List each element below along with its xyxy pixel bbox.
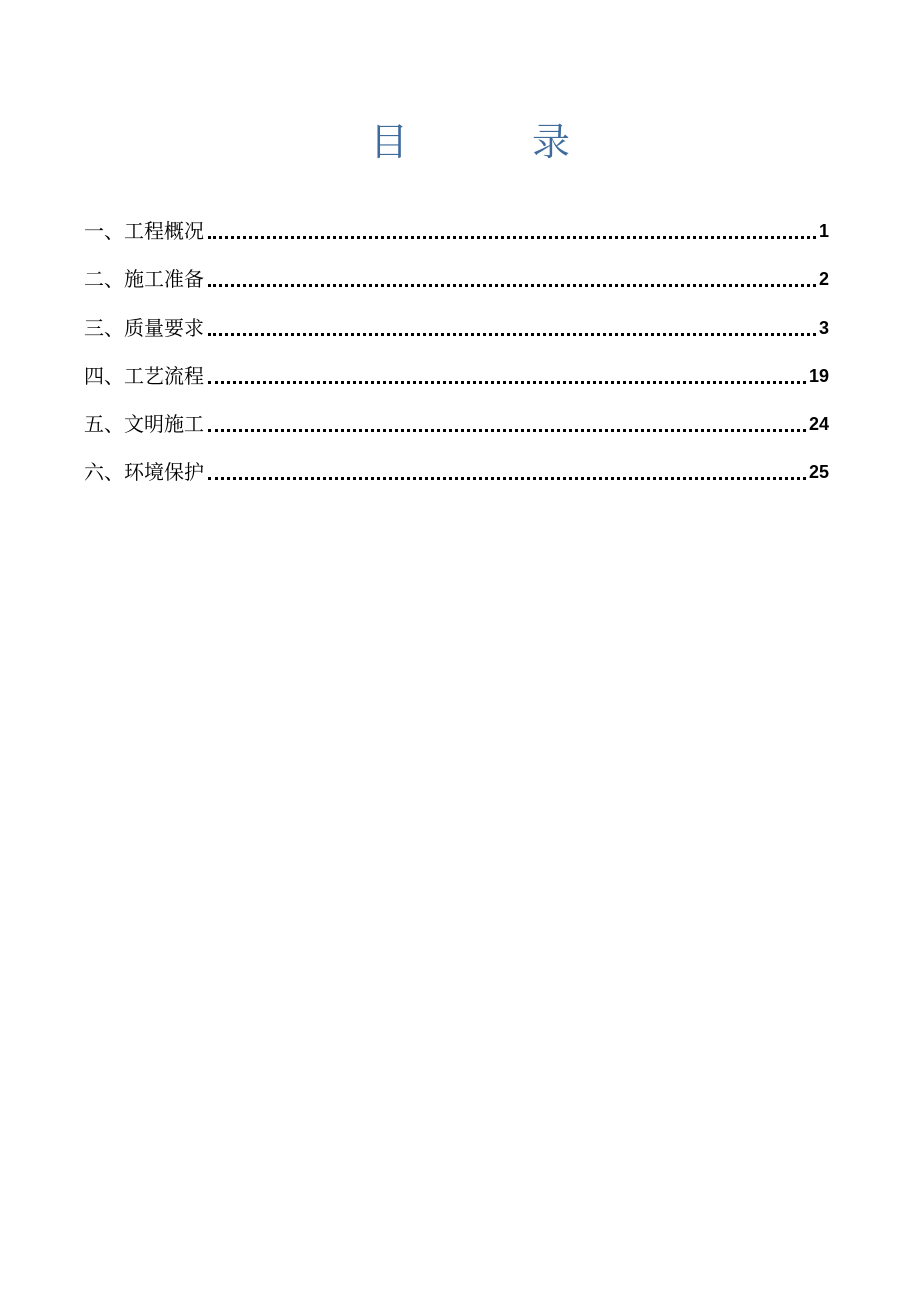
table-of-contents: [84, 196, 829, 485]
toc-item-5[interactable]: [84, 389, 829, 437]
toc-page-number: 2: [818, 269, 829, 290]
toc-dot-leader: [208, 381, 806, 384]
toc-item-label: 三、质量要求: [84, 315, 204, 340]
toc-page-number: 25: [808, 462, 829, 483]
toc-item-3[interactable]: [84, 292, 829, 340]
toc-item-label: 六、环境保护: [84, 460, 204, 485]
toc-item-2[interactable]: [84, 244, 829, 292]
toc-item-6[interactable]: [84, 437, 829, 485]
toc-dot-leader: [208, 284, 816, 287]
title-char-2: 录: [532, 120, 571, 164]
toc-page-number: 1: [818, 221, 829, 242]
toc-dot-leader: [208, 477, 806, 480]
toc-item-label: 四、工艺流程: [84, 363, 204, 388]
toc-page-number: 24: [808, 413, 829, 434]
toc-dot-leader: [208, 333, 816, 336]
toc-dot-leader: [208, 429, 806, 432]
toc-page-number: 19: [808, 365, 829, 386]
toc-item-1[interactable]: [84, 196, 829, 244]
title-char-1: 目: [370, 120, 409, 164]
toc-page-number: 3: [818, 317, 829, 338]
toc-dot-leader: [208, 236, 816, 239]
toc-item-label: 一、工程概况: [84, 219, 204, 244]
toc-item-label: 二、施工准备: [84, 267, 204, 292]
page-title: [0, 114, 920, 170]
toc-item-4[interactable]: [84, 341, 829, 389]
toc-item-label: 五、文明施工: [84, 411, 204, 436]
